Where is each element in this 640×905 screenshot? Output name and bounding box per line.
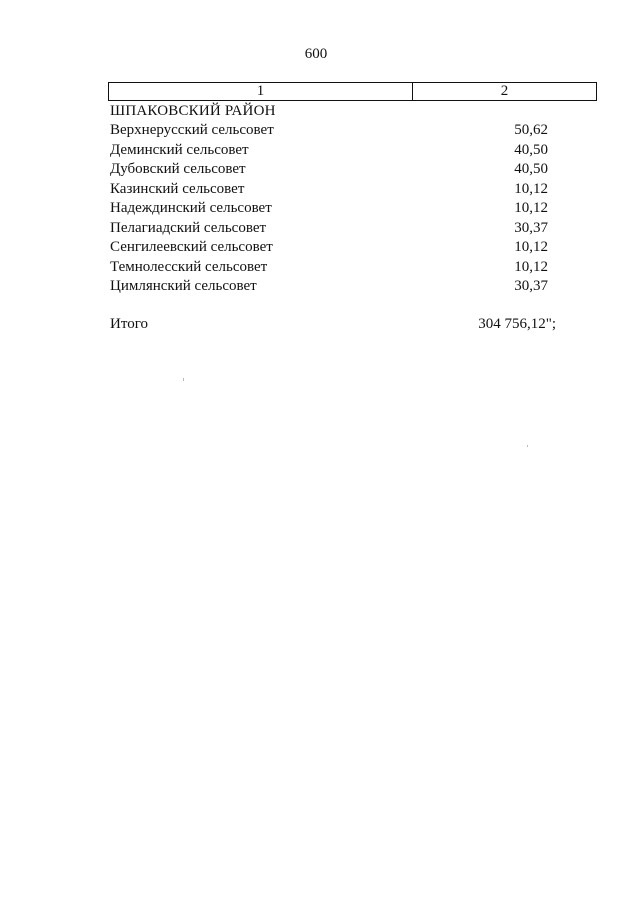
row-name: Казинский сельсовет (110, 180, 245, 197)
row-value: 50,62 (514, 122, 548, 138)
row-name: Сенгилеевский сельсовет (110, 239, 273, 255)
row-name: Темнолесский сельсовет (110, 258, 268, 275)
table-row (110, 238, 548, 258)
table-body (110, 121, 548, 297)
table-row (110, 199, 548, 219)
row-value: 40,50 (514, 141, 548, 158)
table-header-col2: 2 (500, 83, 509, 99)
row-value: 30,37 (514, 219, 548, 236)
row-value: 10,12 (514, 180, 548, 197)
scan-artifact (527, 445, 528, 447)
district-title: ШПАКОВСКИЙ РАЙОН (110, 103, 276, 119)
row-name: Дубовский сельсовет (110, 161, 246, 177)
table-row (110, 121, 548, 141)
page-number: 600 (304, 46, 328, 62)
table-header (108, 82, 597, 101)
row-value: 30,37 (514, 278, 548, 294)
table-row (110, 277, 548, 297)
row-name: Цимлянский сельсовет (110, 278, 257, 294)
row-value: 40,50 (514, 161, 548, 177)
row-value: 10,12 (514, 200, 548, 216)
table-row (110, 219, 548, 239)
row-name: Пелагиадский сельсовет (110, 219, 267, 236)
table-row (110, 160, 548, 180)
total-row (110, 314, 556, 334)
total-label: Итого (110, 316, 148, 332)
scan-artifact (183, 378, 184, 381)
table-row (110, 180, 548, 200)
table-row (110, 141, 548, 161)
total-value: 304 756,12"; (478, 316, 556, 332)
table-header-col1: 1 (109, 83, 413, 100)
row-name: Деминский сельсовет (110, 141, 249, 158)
table-row (110, 258, 548, 278)
row-value: 10,12 (514, 239, 548, 255)
row-name: Надеждинский сельсовет (110, 200, 272, 216)
row-value: 10,12 (514, 258, 548, 275)
row-name: Верхнерусский сельсовет (110, 122, 274, 138)
